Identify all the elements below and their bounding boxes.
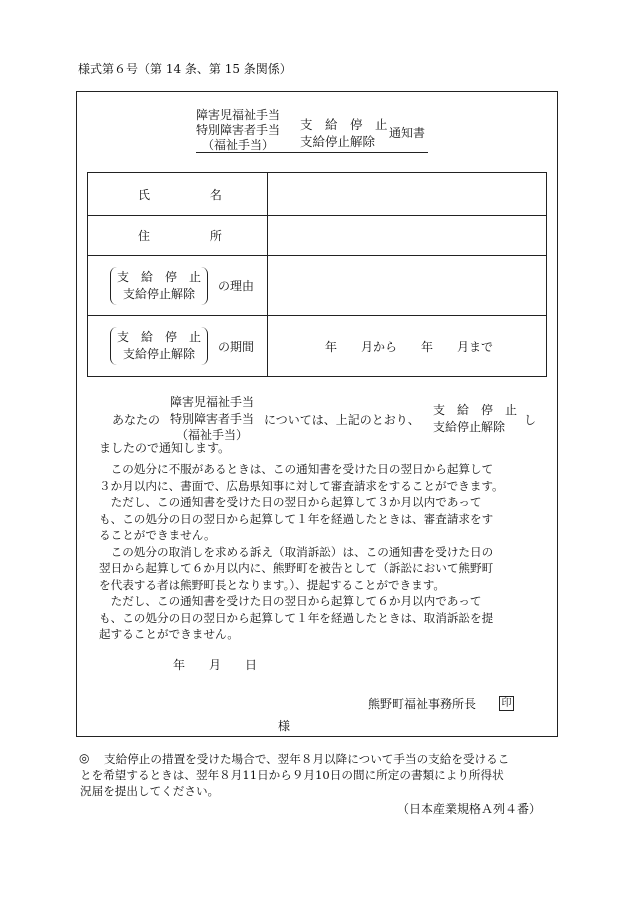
paragraph-line: この処分の取消しを求める訴え（取消訴訟）は、この通知書を受けた日の <box>99 544 494 559</box>
period-suffix: の期間 <box>218 339 255 354</box>
title-allowance-block <box>196 108 280 153</box>
table-row-name <box>88 173 547 216</box>
seal <box>499 695 514 711</box>
info-table <box>87 172 547 377</box>
footnote-mark: ◎ <box>79 751 90 765</box>
seal-stamp: 印 <box>499 696 514 711</box>
paragraph-line: この処分に不服があるときは、この通知書を受けた日の翌日から起算して <box>99 462 494 476</box>
paragraph-line: ただし、この通知書を受けた日の翌日から起算して６か月以内であって <box>99 594 482 608</box>
period-bracket-1: 支 給 停 止 <box>117 330 202 344</box>
notice-middle: については、上記のとおり、 <box>264 413 420 427</box>
title-underline <box>196 152 428 153</box>
paragraph-line: も、この処分の日の翌日から起算して１年を経過したときは、取消訴訟を提 <box>99 610 494 625</box>
notice-action-2: 支給停止解除 <box>433 419 506 434</box>
footnote-line-1: 支給停止の措置を受けた場合で、翌年８月以降について手当の支給を受けるこ <box>104 752 510 766</box>
address-label-2: 所 <box>209 229 222 243</box>
paragraph-line: ただし、この通知書を受けた日の翌日から起算して３か月以内であって <box>99 495 482 509</box>
reason-bracket-2: 支給停止解除 <box>123 286 196 301</box>
title-action-block <box>300 116 388 150</box>
body-paragraphs <box>99 461 504 643</box>
reason-value-cell[interactable] <box>268 256 547 316</box>
reason-bracket <box>110 267 208 305</box>
notice-action-1: 支 給 停 止 <box>433 403 518 417</box>
table-row-address <box>88 216 547 256</box>
paragraph-line: も、この処分の日の翌日から起算して１年を経過したときは、審査請求をす <box>99 511 494 526</box>
address-label-1: 住 <box>138 229 151 243</box>
paragraph-line: 起することができません。 <box>99 627 239 641</box>
address-label-cell <box>88 216 268 256</box>
paper-size: （日本産業規格Ａ列４番） <box>397 802 542 816</box>
table-row-period <box>88 316 547 377</box>
notice-end: し <box>524 413 537 427</box>
reason-bracket-1: 支 給 停 止 <box>117 269 202 284</box>
reason-label-cell <box>88 256 268 316</box>
address-value-cell[interactable] <box>268 216 547 256</box>
notice-allowance-block <box>170 394 254 444</box>
table-row-reason <box>88 256 547 316</box>
name-value-cell[interactable] <box>268 173 547 216</box>
period-value-cell[interactable] <box>268 316 547 377</box>
form-number: 様式第６号（第 14 条、第 15 条関係） <box>78 62 292 76</box>
footnote-line-2: とを希望するときは、翌年８月11日から９月10日の間に所定の書類により所得状 <box>80 768 504 782</box>
paragraph-line: を代表する者は熊野町長となります。）、提起することができます。 <box>99 577 445 592</box>
paragraph-line: 翌日から起算して６か月以内に、熊野町を被告として（訴訟において熊野町 <box>99 561 494 575</box>
notice-action-block <box>433 402 517 435</box>
period-bracket-2: 支給停止解除 <box>123 347 196 361</box>
notice-prefix: あなたの <box>112 413 161 427</box>
date-line: 年 月 日 <box>173 658 258 672</box>
notice-line2: ましたので通知します。 <box>99 441 231 455</box>
title-allowance-2: 特別障害者手当 <box>196 123 281 137</box>
period-label-cell <box>88 316 268 377</box>
notice-allowance-2: 特別障害者手当 <box>170 411 255 426</box>
period-value: 年 月から 年 月まで <box>324 339 493 354</box>
footnote-line-3: 況届を提出してください。 <box>80 784 220 798</box>
title-allowance-3: （福祉手当） <box>202 138 275 152</box>
name-label-2: 名 <box>209 187 222 202</box>
addressee-suffix: 様 <box>278 719 291 733</box>
paragraph-line: ３か月以内に、書面で、広島県知事に対して審査請求をすることができます。 <box>99 478 504 493</box>
reason-suffix: の理由 <box>218 279 255 293</box>
title-action-1: 支 給 停 止 <box>300 117 388 132</box>
title-allowance-1: 障害児福祉手当 <box>196 108 281 122</box>
title-suffix: 通知書 <box>389 126 426 140</box>
paragraph-line: ることができません。 <box>99 528 216 542</box>
title-action-2: 支給停止解除 <box>300 134 376 149</box>
period-bracket <box>110 327 208 365</box>
notice-allowance-3: （福祉手当） <box>176 428 249 442</box>
name-label-1: 氏 <box>138 187 151 202</box>
issuer-name: 熊野町福祉事務所長 <box>368 697 477 711</box>
notice-allowance-1: 障害児福祉手当 <box>170 395 255 409</box>
name-label-cell <box>88 173 268 216</box>
